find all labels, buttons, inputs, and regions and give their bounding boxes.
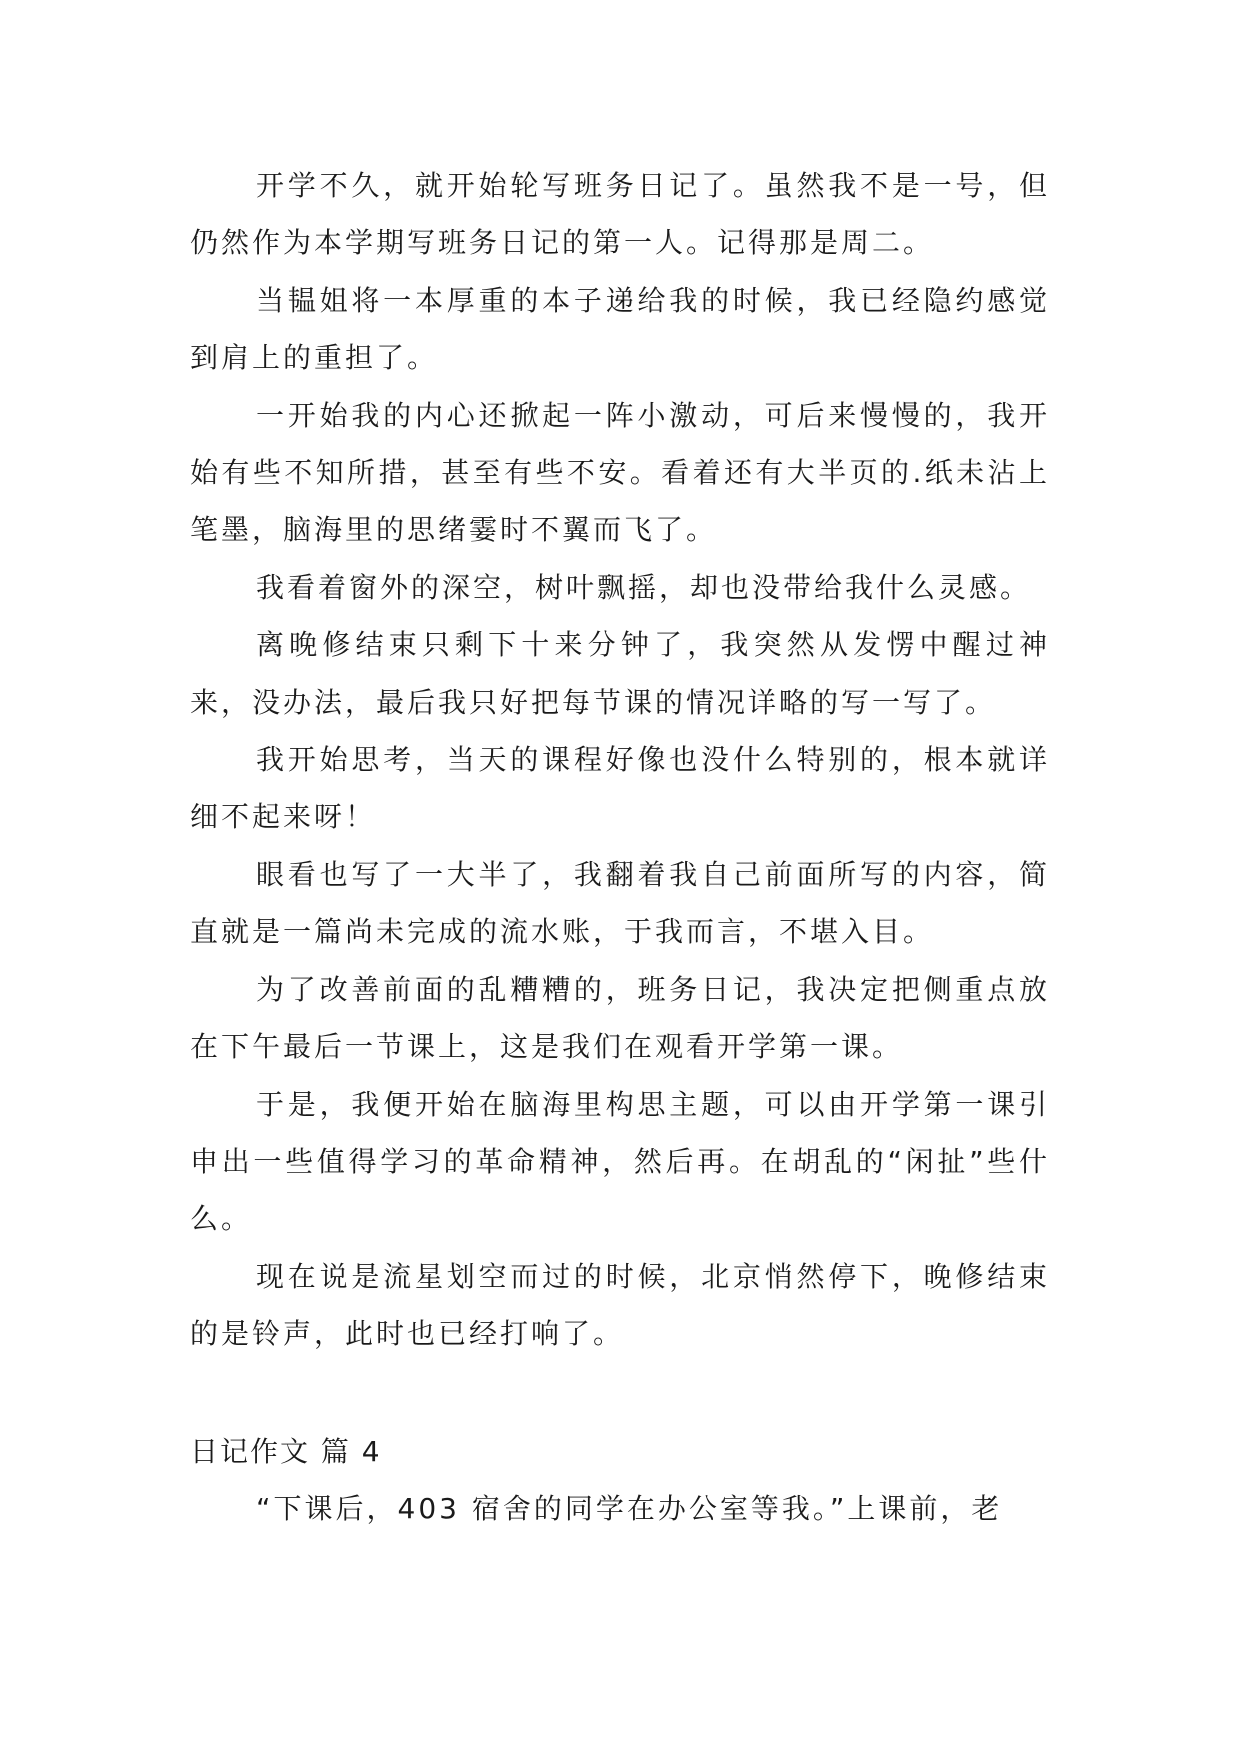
paragraph: 我开始思考，当天的课程好像也没什么特别的，根本就详细不起来呀！ [190, 743, 1050, 834]
document-body [190, 157, 1050, 1537]
paragraph: 离晚修结束只剩下十来分钟了，我突然从发愣中醒过神来，没办法，最后我只好把每节课的情况详略的写一写了。 [190, 628, 1050, 719]
paragraph: 眼看也写了一大半了，我翻着我自己前面所写的内容，简直就是一篇尚未完成的流水账，于我而言，不堪入目。 [190, 857, 1050, 949]
section-heading: 日记作文 篇 4 [190, 1434, 382, 1468]
paragraph: 当韫姐将一本厚重的本子递给我的时候，我已经隐约感觉到肩上的重担了。 [190, 283, 1050, 375]
paragraph: “下课后，403 宿舍的同学在办公室等我。”上课前，老 [256, 1491, 1003, 1525]
paragraph: 开学不久，就开始轮写班务日记了。虽然我不是一号，但仍然作为本学期写班务日记的第一人。记得那是周二。 [190, 169, 1050, 260]
paragraph: 于是，我便开始在脑海里构思主题，可以由开学第一课引申出一些值得学习的革命精神，然后再。在胡乱的“闲扯”些什么。 [190, 1087, 1050, 1236]
paragraph: 现在说是流星划空而过的时候，北京悄然停下，晚修结束的是铃声，此时也已经打响了。 [190, 1259, 1050, 1351]
paragraph: 为了改善前面的乱糟糟的，班务日记，我决定把侧重点放在下午最后一节课上，这是我们在观看开学第一课。 [190, 972, 1050, 1064]
paragraph: 一开始我的内心还掀起一阵小激动，可后来慢慢的，我开始有些不知所措，甚至有些不安。看着还有大半页的.纸未沾上笔墨，脑海里的思绪霎时不翼而飞了。 [190, 398, 1050, 547]
paragraph: 我看着窗外的深空，树叶飘摇，却也没带给我什么灵感。 [256, 570, 1032, 604]
